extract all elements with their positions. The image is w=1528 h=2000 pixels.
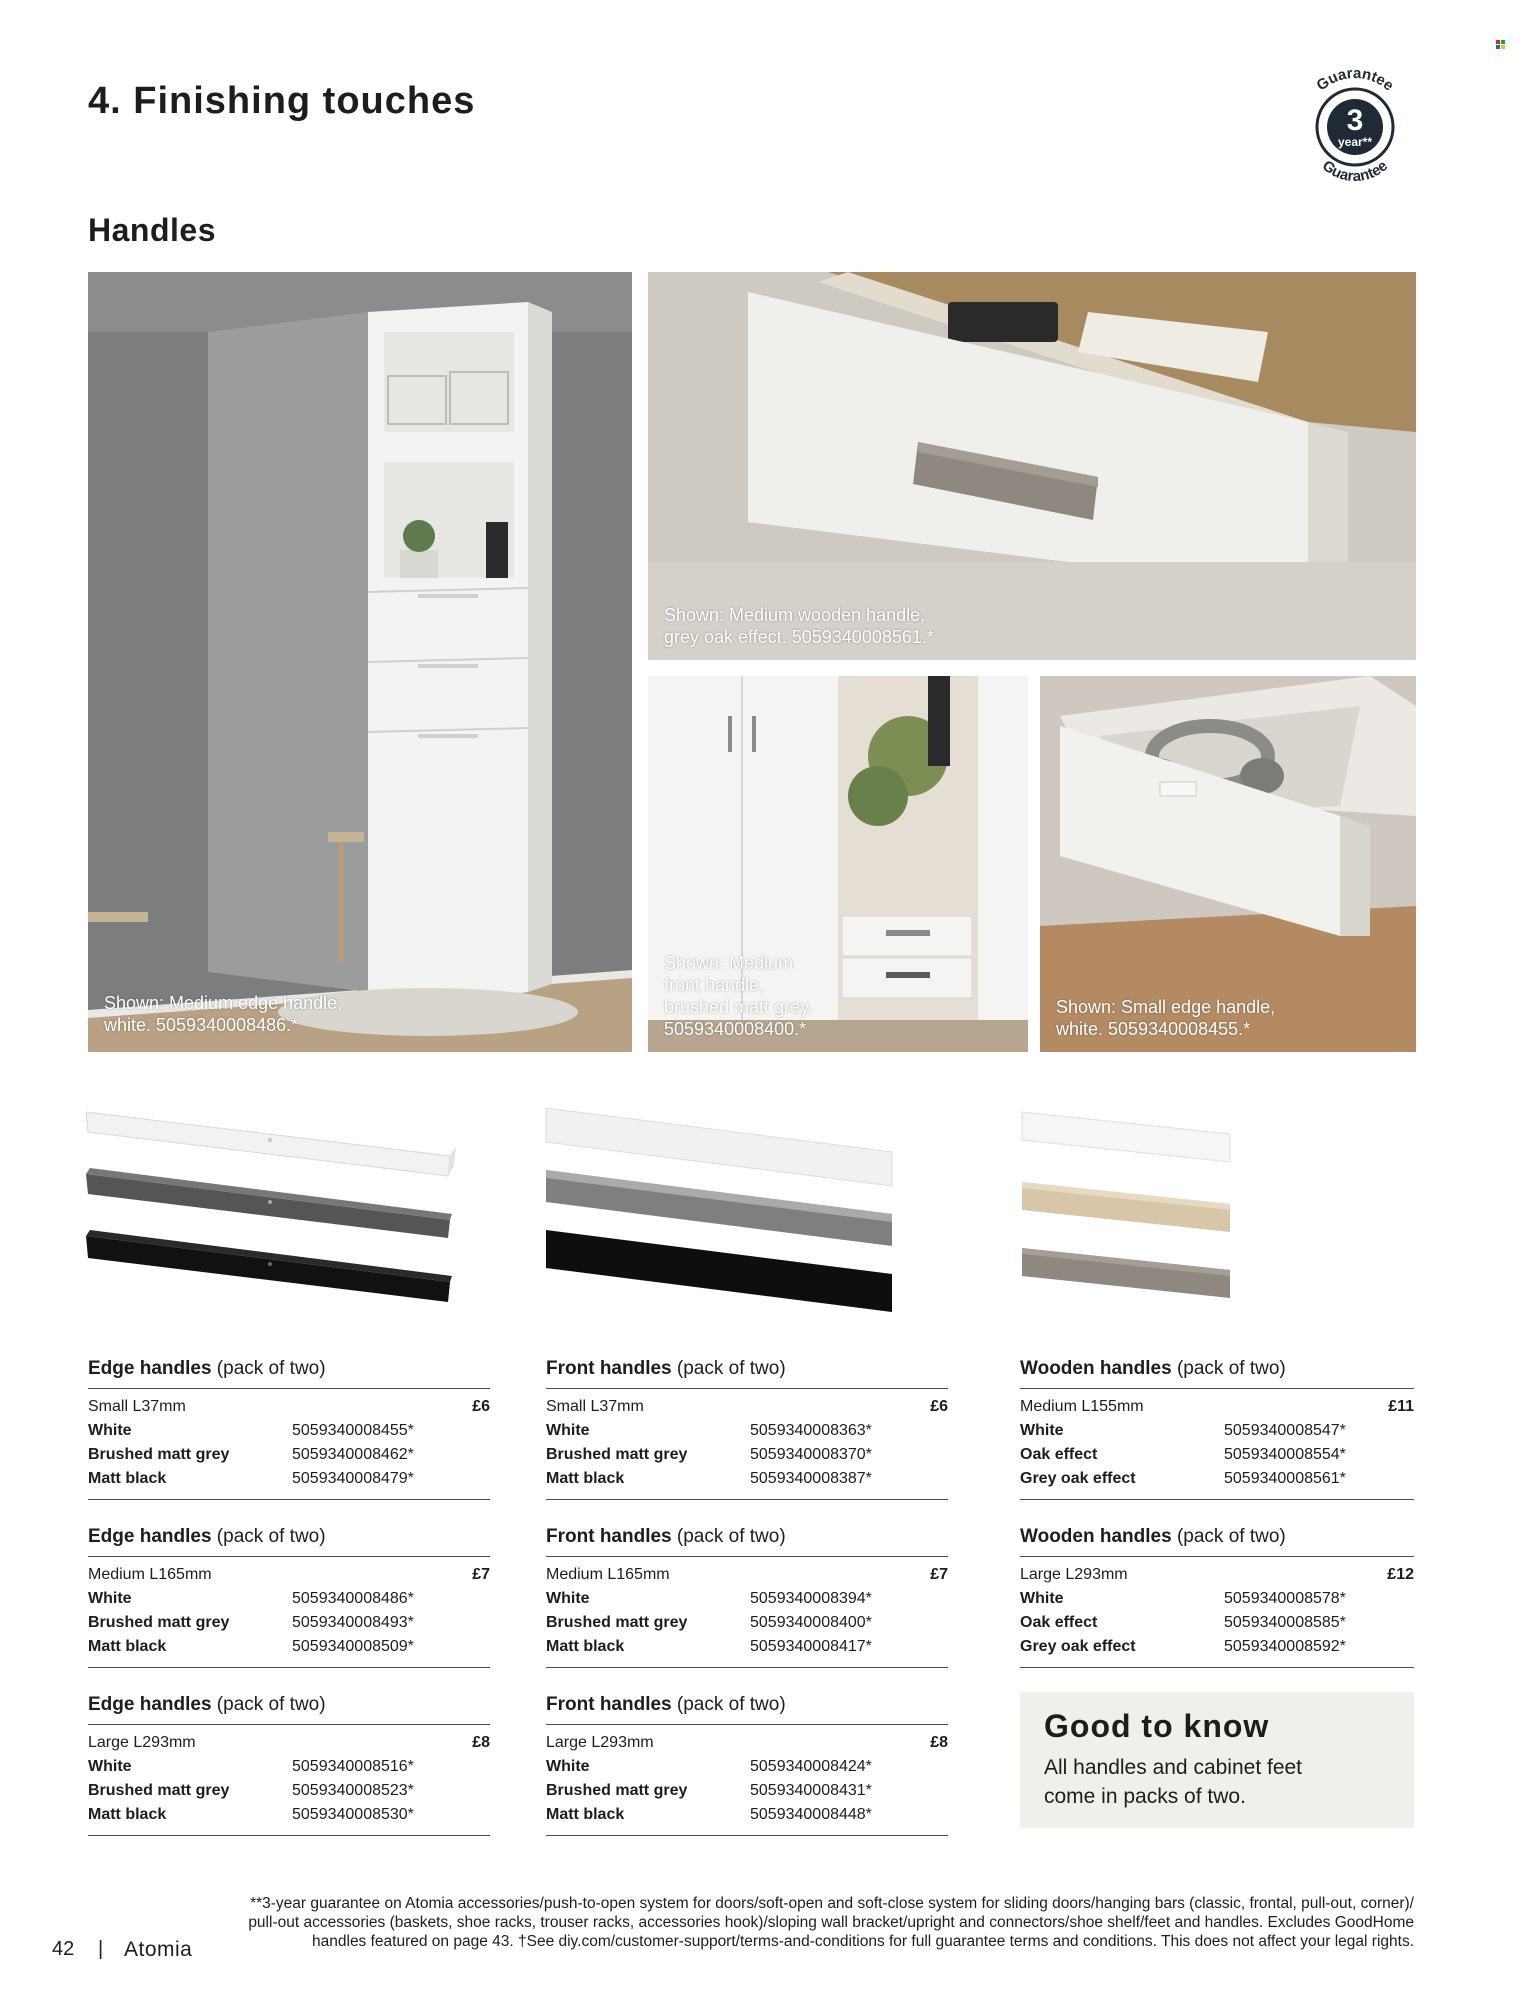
caption-line: brushed matt grey. (664, 997, 813, 1017)
finish-name: Brushed matt grey (546, 1782, 688, 1799)
finish-name: White (1020, 1422, 1064, 1439)
edge-handles-small-table (88, 1358, 490, 1500)
table-row (88, 1443, 490, 1467)
price: £6 (930, 1398, 948, 1415)
caption-line: front handle, (664, 975, 765, 995)
finish-name: Oak effect (1020, 1614, 1098, 1631)
photo-caption (104, 992, 342, 1036)
corner-logo-mark (1496, 40, 1506, 50)
table-title: Edge handles (88, 1526, 212, 1547)
table-heading (88, 1526, 490, 1557)
footnote-line: **3-year guarantee on Atomia accessories/push-to-open system for doors/soft-open and soft-close system for sliding doors/hanging bars (classic, frontal, pull-out, corner)/ (250, 1895, 1414, 1912)
product-code: 5059340008479* (292, 1470, 414, 1487)
front-handles-medium-table (546, 1526, 948, 1668)
table-row (546, 1611, 948, 1635)
finish-name: White (546, 1590, 590, 1607)
table-row (88, 1587, 490, 1611)
table-pack-note: (pack of two) (1171, 1358, 1286, 1379)
caption-line: Shown: Medium edge handle, (104, 993, 343, 1013)
finish-name: Matt black (88, 1638, 167, 1655)
table-row (546, 1803, 948, 1827)
drawer-illustration (648, 272, 1416, 660)
wooden-handles-medium-table (1020, 1358, 1414, 1500)
product-code: 5059340008578* (1224, 1590, 1346, 1607)
caption-line: white. 5059340008455.* (1056, 1019, 1251, 1039)
size-label: Large L293mm (88, 1734, 196, 1751)
size-label: Small L37mm (546, 1398, 644, 1415)
caption-line: white. 5059340008486.* (104, 1015, 299, 1035)
page-subtitle: Handles (88, 212, 216, 248)
product-code: 5059340008387* (750, 1470, 872, 1487)
table-heading (1020, 1358, 1414, 1389)
finish-name: Brushed matt grey (88, 1782, 230, 1799)
size-label: Medium L165mm (88, 1566, 212, 1583)
photo-caption (664, 604, 934, 648)
product-code: 5059340008462* (292, 1446, 414, 1463)
photo-wardrobe-front-handle (648, 676, 1028, 1052)
price: £7 (930, 1566, 948, 1583)
edge-handles-large-table (88, 1694, 490, 1836)
product-code: 5059340008486* (292, 1590, 414, 1607)
table-heading (546, 1694, 948, 1725)
product-code: 5059340008394* (750, 1590, 872, 1607)
table-row (546, 1419, 948, 1443)
table-row (88, 1731, 490, 1755)
price: £8 (472, 1734, 490, 1751)
photo-wardrobe-room (88, 272, 632, 1052)
finish-name: Brushed matt grey (88, 1446, 230, 1463)
finish-name: Brushed matt grey (546, 1446, 688, 1463)
size-label: Large L293mm (546, 1734, 654, 1751)
table-pack-note: (pack of two) (211, 1694, 326, 1715)
product-code: 5059340008554* (1224, 1446, 1346, 1463)
product-code: 5059340008509* (292, 1638, 414, 1655)
guarantee-unit: year** (1337, 135, 1373, 149)
table-row (1020, 1563, 1414, 1587)
table-row (546, 1731, 948, 1755)
table-row (88, 1803, 490, 1827)
product-code: 5059340008516* (292, 1758, 414, 1775)
finish-name: White (88, 1422, 132, 1439)
table-row (546, 1779, 948, 1803)
table-title: Wooden handles (1020, 1526, 1172, 1547)
table-pack-note: (pack of two) (671, 1694, 786, 1715)
table-row (1020, 1467, 1414, 1491)
table-pack-note: (pack of two) (1171, 1526, 1286, 1547)
table-row (1020, 1443, 1414, 1467)
photo-caption (1056, 996, 1275, 1040)
finish-name: Grey oak effect (1020, 1638, 1136, 1655)
product-code: 5059340008493* (292, 1614, 414, 1631)
product-code: 5059340008561* (1224, 1470, 1346, 1487)
table-pack-note: (pack of two) (211, 1358, 326, 1379)
caption-line: grey oak effect. 5059340008561.* (664, 627, 934, 647)
table-row (88, 1395, 490, 1419)
front-handles-product-image (544, 1106, 896, 1316)
wooden-handles-product-image (1020, 1110, 1234, 1300)
table-row (546, 1755, 948, 1779)
product-code: 5059340008417* (750, 1638, 872, 1655)
product-code: 5059340008523* (292, 1782, 414, 1799)
table-heading (88, 1694, 490, 1725)
finish-name: Matt black (88, 1470, 167, 1487)
caption-line: Shown: Medium wooden handle, (664, 605, 926, 625)
table-title: Edge handles (88, 1694, 212, 1715)
product-code: 5059340008530* (292, 1806, 414, 1823)
product-code: 5059340008592* (1224, 1638, 1346, 1655)
product-code: 5059340008448* (750, 1806, 872, 1823)
size-label: Large L293mm (1020, 1566, 1128, 1583)
table-row (546, 1587, 948, 1611)
price: £12 (1387, 1566, 1414, 1583)
caption-line: Shown: Small edge handle, (1056, 997, 1276, 1017)
finish-name: White (1020, 1590, 1064, 1607)
table-row (1020, 1395, 1414, 1419)
finish-name: Matt black (546, 1470, 625, 1487)
table-title: Front handles (546, 1358, 672, 1379)
table-row (88, 1755, 490, 1779)
table-row (88, 1419, 490, 1443)
product-code: 5059340008547* (1224, 1422, 1346, 1439)
price: £7 (472, 1566, 490, 1583)
table-row (1020, 1587, 1414, 1611)
footnote-line: pull-out accessories (baskets, shoe racks, trouser racks, accessories hook)/sloping wall bracket/upright and connectors/shoe shelf/feet and handles. Excludes GoodHome (248, 1914, 1414, 1931)
product-code: 5059340008455* (292, 1422, 414, 1439)
finish-name: White (88, 1590, 132, 1607)
finish-name: White (546, 1422, 590, 1439)
caption-line: 5059340008400.* (664, 1019, 807, 1039)
table-row (1020, 1635, 1414, 1659)
size-label: Small L37mm (88, 1398, 186, 1415)
table-heading (1020, 1526, 1414, 1557)
finish-name: White (88, 1758, 132, 1775)
table-row (88, 1563, 490, 1587)
finish-name: Matt black (546, 1638, 625, 1655)
table-row (88, 1611, 490, 1635)
table-pack-note: (pack of two) (671, 1358, 786, 1379)
table-heading (546, 1358, 948, 1389)
product-code: 5059340008370* (750, 1446, 872, 1463)
guarantee-ring-top: Guarantee (1313, 64, 1397, 95)
finish-name: Matt black (546, 1806, 625, 1823)
finish-name: Matt black (88, 1806, 167, 1823)
table-row (1020, 1419, 1414, 1443)
section-title: 4. Finishing touches (88, 80, 476, 122)
product-code: 5059340008424* (750, 1758, 872, 1775)
table-row (546, 1395, 948, 1419)
finish-name: Oak effect (1020, 1446, 1098, 1463)
finish-name: Brushed matt grey (546, 1614, 688, 1631)
table-row (88, 1779, 490, 1803)
guarantee-number: 3 (1346, 104, 1364, 137)
good-to-know-box (1020, 1692, 1414, 1828)
table-row (1020, 1611, 1414, 1635)
edge-handles-product-image (84, 1104, 464, 1314)
guarantee-badge (1290, 62, 1420, 192)
product-code: 5059340008363* (750, 1422, 872, 1439)
edge-handles-medium-table (88, 1526, 490, 1668)
front-handles-large-table (546, 1694, 948, 1836)
price: £6 (472, 1398, 490, 1415)
table-row (546, 1467, 948, 1491)
finish-name: Grey oak effect (1020, 1470, 1136, 1487)
good-to-know-title: Good to know (1044, 1708, 1270, 1744)
table-heading (546, 1526, 948, 1557)
front-handles-small-table (546, 1358, 948, 1500)
caption-line: Shown: Medium (664, 953, 794, 973)
table-title: Edge handles (88, 1358, 212, 1379)
guarantee-ring-bottom: Guarantee (1318, 157, 1392, 186)
wooden-handles-large-table (1020, 1526, 1414, 1668)
photo-caption (664, 952, 813, 1040)
price: £11 (1388, 1398, 1414, 1415)
brand-name: Atomia (124, 1938, 193, 1961)
table-heading (88, 1358, 490, 1389)
table-row (88, 1467, 490, 1491)
table-pack-note: (pack of two) (671, 1526, 786, 1547)
table-row (546, 1443, 948, 1467)
size-label: Medium L165mm (546, 1566, 670, 1583)
guarantee-footnote (150, 1894, 1414, 1951)
product-code: 5059340008585* (1224, 1614, 1346, 1631)
price: £8 (930, 1734, 948, 1751)
good-to-know-text: All handles and cabinet feet come in packs of two. (1044, 1756, 1303, 1808)
photo-drawer-headphones (1040, 676, 1416, 1052)
table-row (88, 1635, 490, 1659)
table-row (546, 1563, 948, 1587)
product-code: 5059340008431* (750, 1782, 872, 1799)
table-pack-note: (pack of two) (211, 1526, 326, 1547)
photo-drawer-wooden-handle (648, 272, 1416, 660)
footnote-line: handles featured on page 43. †See diy.com/customer-support/terms-and-conditions for full guarantee terms and conditions. This does not affect your legal rights. (312, 1933, 1414, 1950)
finish-name: White (546, 1758, 590, 1775)
wardrobe-room-illustration (88, 272, 632, 1052)
table-row (546, 1635, 948, 1659)
table-title: Wooden handles (1020, 1358, 1172, 1379)
table-title: Front handles (546, 1526, 672, 1547)
page-number: 42 (52, 1938, 75, 1960)
size-label: Medium L155mm (1020, 1398, 1144, 1415)
finish-name: Brushed matt grey (88, 1614, 230, 1631)
product-code: 5059340008400* (750, 1614, 872, 1631)
footer-separator: | (98, 1938, 104, 1960)
table-title: Front handles (546, 1694, 672, 1715)
